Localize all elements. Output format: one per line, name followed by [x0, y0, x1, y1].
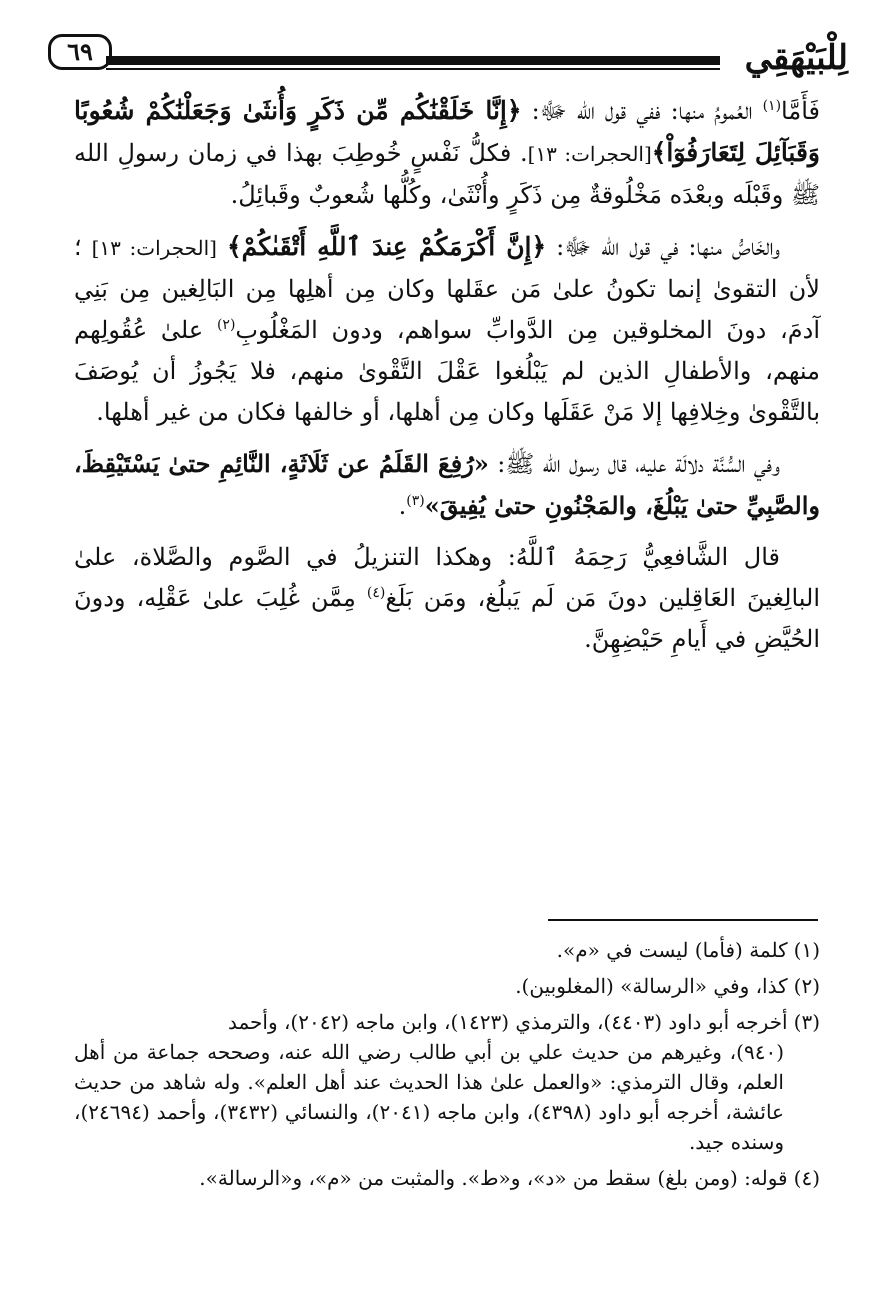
footnote-marker: (١) [762, 98, 782, 114]
paragraph-text: علىٰ عُقُولِهم منهم، والأطفالِ الذين لم يَبْلُغوا عَقْلَ التَّقْوىٰ منهم، فلا يَجُوزُ أن يُوصَفَ بالتَّقْوىٰ وخِلافِها إلا مَنْ عَقَلَها وكان مِن أهلها، أو خالفها فكان من غير أهلها. [74, 316, 820, 426]
paragraph-text: ؛ لأن التقوىٰ إنما تكونُ علىٰ مَن عقَلها وكان مِن أهلِها مِن البَالِغين مِن بَنِي آدمَ، دونَ المخلوقين مِن الدَّوابِّ سواهم، ودون المَغْلُوبِ [74, 233, 820, 344]
header-rule [106, 56, 720, 70]
footnote-number: (١) [793, 938, 820, 962]
footnote-text: كذا، وفي «الرسالة» (المغلوبين). [515, 974, 788, 998]
paragraph-general [74, 90, 820, 216]
footnote-text: كلمة (فأما) ليست في «م». [556, 938, 788, 962]
header-rule-thick [106, 56, 720, 65]
footnote-2 [74, 971, 820, 1001]
quran-verse: ﴿إِنَّ أَكْرَمَكُمْ عِندَ ٱللَّهِ أَتْقَىٰكُمْ﴾ [226, 232, 547, 261]
paragraph-text: العُمومُ منها: ففي قول الله ﷻ: [521, 97, 763, 125]
paragraph-shafii [74, 537, 820, 660]
footnote-continuation: (٩٤٠)، وغيرهم من حديث علي بن أبي طالب رضي الله عنه، وصححه جماعة من أهل العلم، وقال الترمذي: «والعمل علىٰ هذا الحديث عند أهل العلم». وله شاهد من حديث عائشة، أخرجه أبو داود (٤٣٩٨)، وابن ماجه (٢٠٤١)، والنسائي (٣٤٣٢)، وأحمد (٢٤٦٩٤)، وسنده جيد. [74, 1040, 784, 1154]
paragraph-text: مِمَّن غُلِبَ علىٰ عَقْلِه، ودونَ الحُيَّضِ في أَيامِ حَيْضِهِنَّ. [74, 584, 820, 653]
paragraph-specific [74, 226, 820, 433]
footnotes [74, 935, 820, 1199]
quran-verse: ﴿إِنَّا خَلَقْنَٰكُم مِّن ذَكَرٍ وَأُنثَىٰ وَجَعَلْنَٰكُمْ شُعُوبًا وَقَبَآئِلَ لِتَعَارَفُوٓاْ﴾ [74, 96, 820, 167]
page-number: ٦٩ [48, 34, 112, 70]
paragraph-text: والخَاصُّ منها: في قول الله ﷻ: [546, 233, 781, 261]
verse-reference: [الحجرات: ١٣] [91, 236, 217, 260]
footnote-marker: (٣) [406, 493, 425, 509]
verse-reference: [الحجرات: ١٣] [527, 142, 652, 166]
footnote-text: قوله: (ومن بلغ) سقط من «د»، و«ط». والمثبت من «م»، و«الرسالة». [199, 1166, 788, 1190]
hadith-quote: «رُفِعَ القَلَمُ عن ثَلَاثَةٍ، النَّائِمِ حتىٰ يَسْتَيْقِظَ، والصَّبِيِّ حتىٰ يَبْلُغَ، والمَجْنُونِ حتىٰ يُفِيقَ» [74, 449, 820, 520]
footnote-4 [74, 1163, 820, 1193]
running-title: لِلْبَيْهَقِي [744, 38, 848, 78]
footnote-3 [74, 1007, 820, 1157]
page-header [48, 28, 848, 88]
footnote-number: (٤) [793, 1166, 820, 1190]
footnote-marker: (٢) [216, 317, 236, 333]
paragraph-text: وفي السُّنَّة دلالَة عليه، قال رسول الله ﷺ: [488, 450, 780, 478]
paragraph-text: فَأَمَّا [781, 97, 820, 125]
main-text [74, 90, 820, 670]
paragraph-text: . فكلُّ نَفْسٍ خُوطِبَ بهذا في زمان رسولِ الله ﷺ وقَبْلَه وبعْدَه مَخْلُوقةٌ مِن ذَكَرٍ وأُنْثَىٰ، وكُلُّها شُعوبٌ وقَبائِلُ. [74, 139, 820, 209]
paragraph-text: . [398, 492, 407, 520]
footnote-text: أخرجه أبو داود (٤٤٠٣)، والترمذي (١٤٢٣)، وابن ماجه (٢٠٤٢)، وأحمد [227, 1010, 788, 1034]
footnote-marker: (٤) [366, 585, 386, 601]
footnote-number: (٣) [793, 1010, 820, 1034]
paragraph-text: قال الشَّافعِيُّ رَحِمَهُ ٱللَّهُ: وهكذا التنزيلُ في الصَّوم والصَّلاة، علىٰ البالِغينَ العَاقِلين دونَ مَن لَم يَبلُغ، ومَن بَلَغ [74, 543, 820, 612]
footnote-1 [74, 935, 820, 965]
footnote-separator [548, 919, 818, 921]
header-rule-thin [106, 68, 720, 70]
paragraph-sunnah [74, 443, 820, 527]
footnote-number: (٢) [793, 974, 820, 998]
